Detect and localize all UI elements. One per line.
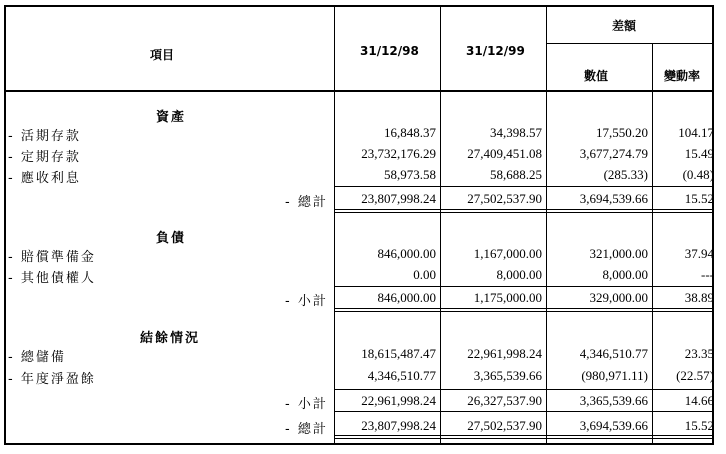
row-label: - 活期存款 — [8, 129, 81, 144]
row-value-99: 22,961,998.24 — [467, 346, 542, 361]
row-diff: (285.33) — [603, 167, 648, 182]
grand-total-label: - 總計 — [285, 422, 328, 437]
total-diff: 3,694,539.66 — [579, 191, 648, 206]
row-rate: (22.57) — [676, 368, 714, 383]
row-value-98: 0.00 — [413, 267, 436, 282]
header-date-1998: 31/12/98 — [360, 44, 419, 58]
row-label: - 賠償準備金 — [8, 250, 96, 265]
row-label: - 其他債權人 — [8, 271, 96, 286]
total-value-99: 26,327,537.90 — [467, 393, 542, 408]
row-rate: 37.94 — [684, 246, 714, 261]
header-rate: 變動率 — [664, 69, 701, 83]
row-label: - 應收利息 — [8, 171, 81, 186]
grand-total-value-99: 27,502,537.90 — [467, 418, 542, 433]
total-diff: 329,000.00 — [589, 290, 648, 305]
row-rate: 104.17 — [678, 125, 714, 140]
row-rate: --- — [701, 267, 714, 282]
total-diff: 3,365,539.66 — [579, 393, 648, 408]
header-date-1999: 31/12/99 — [466, 44, 525, 58]
total-double-rule — [334, 212, 714, 213]
total-top-rule — [334, 186, 714, 187]
diff-header-underline — [546, 43, 714, 44]
col-divider-item — [334, 5, 335, 445]
total-double-rule — [334, 209, 714, 210]
total-value-99: 1,175,000.00 — [473, 290, 542, 305]
section-title-liabilities: 負債 — [156, 231, 187, 246]
header-diff: 差額 — [612, 19, 637, 33]
grand-total-double-rule — [334, 438, 714, 439]
grand-total-value-98: 23,807,998.24 — [361, 418, 436, 433]
col-divider-value — [652, 43, 653, 445]
total-bottom-rule — [334, 411, 714, 412]
row-value-98: 846,000.00 — [377, 246, 436, 261]
row-value-99: 8,000.00 — [496, 267, 542, 282]
row-rate: 23.35 — [684, 346, 714, 361]
row-value-98: 23,732,176.29 — [361, 146, 436, 161]
row-value-98: 18,615,487.47 — [361, 346, 436, 361]
row-diff: 4,346,510.77 — [579, 346, 648, 361]
row-value-98: 16,848.37 — [384, 125, 436, 140]
row-value-99: 1,167,000.00 — [473, 246, 542, 261]
row-label: - 定期存款 — [8, 150, 81, 165]
total-label: - 總計 — [285, 195, 328, 210]
row-value-99: 27,409,451.08 — [467, 146, 542, 161]
subtotal-label: - 小計 — [285, 397, 328, 412]
row-diff: (980,971.11) — [581, 368, 648, 383]
grand-total-double-rule — [334, 435, 714, 436]
total-value-98: 846,000.00 — [377, 290, 436, 305]
row-value-98: 4,346,510.77 — [367, 368, 436, 383]
header-value: 數值 — [584, 69, 609, 83]
grand-total-rate: 15.52 — [684, 418, 714, 433]
row-diff: 321,000.00 — [589, 246, 648, 261]
total-value-98: 23,807,998.24 — [361, 191, 436, 206]
col-divider-98 — [440, 5, 441, 445]
row-diff: 17,550.20 — [596, 125, 648, 140]
row-value-98: 58,973.58 — [384, 167, 436, 182]
total-top-rule — [334, 286, 714, 287]
section-title-assets: 資產 — [156, 110, 187, 125]
total-double-rule — [334, 311, 714, 312]
total-top-rule — [334, 389, 714, 390]
grand-total-diff: 3,694,539.66 — [579, 418, 648, 433]
subtotal-label: - 小計 — [285, 294, 328, 309]
row-label: - 年度淨盈餘 — [8, 372, 96, 387]
total-double-rule — [334, 308, 714, 309]
row-diff: 3,677,274.79 — [579, 146, 648, 161]
col-divider-99 — [546, 5, 547, 445]
section-title-balance: 結餘情況 — [140, 331, 201, 346]
total-value-98: 22,961,998.24 — [361, 393, 436, 408]
row-rate: 15.49 — [684, 146, 714, 161]
row-rate: (0.48) — [682, 167, 714, 182]
total-rate: 15.52 — [684, 191, 714, 206]
header-bottom-rule — [4, 90, 714, 92]
header-item: 項目 — [150, 48, 175, 62]
total-value-99: 27,502,537.90 — [467, 191, 542, 206]
row-diff: 8,000.00 — [602, 267, 648, 282]
total-rate: 38.89 — [684, 290, 714, 305]
row-value-99: 3,365,539.66 — [473, 368, 542, 383]
row-value-99: 34,398.57 — [490, 125, 542, 140]
total-rate: 14.66 — [684, 393, 714, 408]
row-label: - 總儲備 — [8, 350, 66, 365]
row-value-99: 58,688.25 — [490, 167, 542, 182]
